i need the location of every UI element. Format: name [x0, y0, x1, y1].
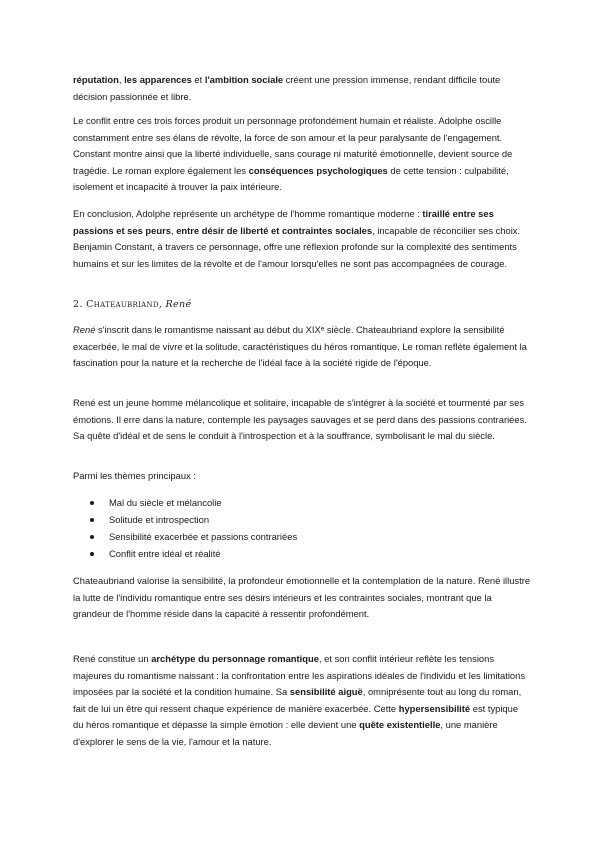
- bold-text: quête existentielle: [359, 719, 441, 731]
- italic-title: René: [73, 324, 96, 335]
- heading-prefix: 2. Chateaubriand,: [73, 299, 166, 310]
- list-item-text: Solitude et introspection: [109, 514, 210, 525]
- text-span: En conclusion, Adolphe représente un archétype de l'homme romantique moderne :: [73, 208, 423, 219]
- bullet-icon: [90, 552, 94, 556]
- text-span: et: [191, 74, 205, 85]
- list-item: [73, 512, 531, 529]
- list-item-text: Sensibilité exacerbée et passions contrariées: [109, 531, 298, 542]
- paragraph-reputation: [73, 72, 531, 105]
- themes-list: [73, 495, 531, 563]
- bullet-icon: [90, 501, 94, 505]
- text-span: créent une pression immense, rendant difficile toute décision passionnée et libre.: [73, 74, 501, 102]
- list-item: [73, 495, 531, 512]
- list-item-text: Mal du siècle et mélancolie: [109, 497, 222, 508]
- list-item-text: Conflit entre idéal et réalité: [109, 548, 221, 559]
- text-span: est typique du héros romantique et dépasse la simple émotion : elle devient une: [73, 702, 519, 731]
- section-heading: [73, 297, 192, 314]
- paragraph-conflict: [73, 113, 531, 196]
- list-item: [73, 529, 531, 546]
- paragraph-character: René est un jeune homme mélancolique et solitaire, incapable de s'intégrer à la société et tourmenté par ses émotions. Il erre dans la nature, contemple les paysages sauvages et se perd dans des passions contrariées. Sa quête d'idéal et de sens le conduit à l'introspection et à la souffrance, symbolisant le mal du siècle.: [73, 397, 527, 442]
- text-span: s'inscrit dans le romantisme naissant au début du XIXᵉ siècle. Chateaubriand explore la sensibilité exacerbée, le mal de vivre et la solitude, caractéristiques du héros romantique. Le roman reflète également la fascination pour la nature et la recherche de l'idéal face à la société rigide de l'époque.: [73, 324, 527, 369]
- bold-text: les apparences: [124, 74, 192, 85]
- text-span: ,: [170, 224, 177, 236]
- paragraph-conclusion: [73, 206, 531, 272]
- text-span: , et son conflit intérieur reflète les tensions majeures du romantisme naissant : la confrontation entre les aspirations idéales de l'individu et les limitations imposées par la société et la condition humaine. Sa: [73, 653, 526, 698]
- bold-text: réputation: [73, 74, 119, 85]
- text-span: , une manière d'explorer le sens de la vie, l'amour et la nature.: [73, 719, 498, 747]
- bold-text: entre désir de liberté et contraintes sociales: [176, 224, 373, 236]
- bold-text: tiraillé entre ses passions et ses peurs: [73, 208, 494, 236]
- paragraph-archetype: [73, 651, 531, 751]
- bold-text: conséquences psychologiques: [248, 164, 388, 176]
- bullet-icon: [90, 535, 94, 539]
- text-span: , omniprésente tout au long du roman, fait de lui un être qui ressent chaque expérience de manière exacerbée. Cette: [73, 686, 522, 714]
- text-span: Le conflit entre ces trois forces produit un personnage profondément humain et réaliste. Adolphe oscille constamment entre ses élans de révolte, la force de son amour et la peur paralysante de l'engagement. Constant montre ainsi que la liberté individuelle, sans courage ni maturité émotionnelle, devient source de tragédie. Le roman explore également les: [73, 115, 513, 176]
- paragraph-themes-intro: Parmi les thèmes principaux :: [73, 470, 196, 481]
- bold-text: hypersensibilité: [398, 702, 471, 714]
- text-span: , incapable de réconcilier ses choix. Benjamin Constant, à travers ce personnage, offre une réflexion profonde sur la complexité des sentiments humains et sur les limites de la révolte et de l'amour lorsqu'elles ne sont pas accompagnées de courage.: [73, 224, 521, 269]
- bold-text: sensibilité aiguë: [289, 686, 363, 698]
- heading-title: René: [165, 299, 192, 310]
- bold-text: archétype du personnage romantique: [151, 653, 319, 664]
- list-item: [73, 546, 531, 563]
- text-span: ,: [118, 74, 125, 85]
- bullet-icon: [90, 518, 94, 522]
- bold-text: l'ambition sociale: [204, 74, 284, 85]
- paragraph-intro-rene: [73, 322, 531, 372]
- text-span: de cette tension : culpabilité, isolement et incapacité à trouver la paix intérieure.: [73, 164, 509, 193]
- text-span: René constitue un: [73, 653, 152, 664]
- paragraph-valorisation: Chateaubriand valorise la sensibilité, la profondeur émotionnelle et la contemplation de la nature. René illustre la lutte de l'individu romantique entre ses désirs intérieurs et les contraintes sociales, montrant que la grandeur de l'homme réside dans la capacité à ressentir profondément.: [73, 575, 531, 620]
